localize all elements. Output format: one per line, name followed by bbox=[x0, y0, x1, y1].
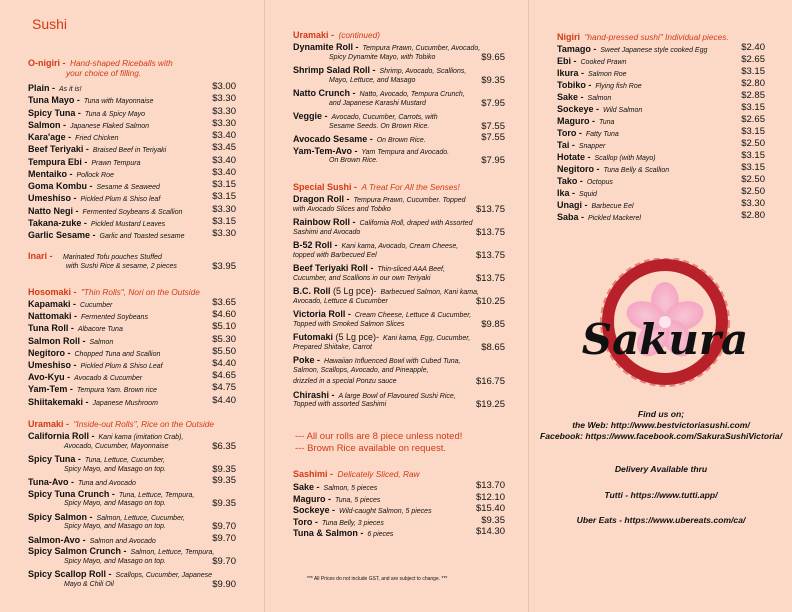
price-footnote: *** All Prices do not include GST, and are subject to change. *** bbox=[307, 576, 448, 582]
note-brown-rice: --- Brown Rice available on request. bbox=[295, 443, 447, 454]
item-name: Rainbow Roll - bbox=[293, 217, 356, 227]
item-name: Spicy Salmon Crunch - bbox=[28, 546, 127, 556]
item-desc: Hawaiian Influenced Bowl with Cubed Tuna, bbox=[324, 358, 461, 365]
item-desc: Spicy Mayo, and Masago on top. bbox=[64, 465, 166, 473]
item-desc: Salmon, Lettuce, Tempura, bbox=[130, 549, 215, 556]
item-desc: Sashimi and Avocado bbox=[293, 228, 361, 236]
item-price: $7.55 bbox=[481, 120, 505, 132]
item-desc: Cucumber bbox=[80, 302, 113, 309]
item-name: Victoria Roll - bbox=[293, 309, 351, 319]
sashimi-header: Sashimi - Delicately Sliced, Raw bbox=[293, 469, 420, 479]
item-desc: Japanese Flaked Salmon bbox=[70, 122, 150, 130]
item-name: Sake - bbox=[293, 482, 320, 492]
item-name: Veggie - bbox=[293, 111, 328, 121]
item-price: $13.75 bbox=[475, 226, 505, 238]
menu-item bbox=[28, 371, 142, 384]
item-desc: Flying fish Roe bbox=[595, 83, 642, 90]
item-name: Avo-Kyu - bbox=[28, 372, 71, 383]
item-desc: Spicy Mayo, and Masago on top. bbox=[64, 523, 166, 530]
item-desc: Tuna Belly, 3 pieces bbox=[321, 519, 384, 527]
item-name: Negitoro - bbox=[28, 347, 71, 358]
item-price: $2.50 bbox=[741, 186, 765, 197]
item-desc: topped with Barbecued Eel bbox=[293, 251, 377, 259]
item-name: Unagi - bbox=[557, 200, 588, 210]
inari-header: Inari - Marinated Tofu pouches Stuffed bbox=[28, 251, 162, 261]
item-name: Tempura Ebi - bbox=[28, 156, 88, 167]
item-desc: Tuna, 5 pieces bbox=[335, 496, 381, 504]
item-desc: Tuna & Spicy Mayo bbox=[84, 110, 146, 118]
item-price: $9.85 bbox=[481, 318, 505, 330]
item-name: Spicy Tuna - bbox=[28, 107, 81, 118]
item-price: $13.75 bbox=[475, 272, 505, 284]
item-price: $3.40 bbox=[212, 166, 236, 178]
item-desc: Barbecue Eel bbox=[591, 203, 634, 210]
item-name: Goma Kombu - bbox=[28, 181, 93, 191]
item-desc: Wild Salmon bbox=[603, 107, 643, 114]
ubereats-link[interactable]: Uber Eats - https://www.ubereats.com/ca/ bbox=[576, 515, 746, 525]
item-desc: Kani kama, Avocado, Cream Cheese, bbox=[341, 243, 459, 250]
item-price: $13.70 bbox=[475, 480, 505, 491]
item-name: Tuna-Avo - bbox=[28, 477, 74, 487]
item-desc: Fatty Tuna bbox=[585, 131, 619, 138]
item-desc: Kani kama (imitation Crab), bbox=[98, 434, 184, 441]
delivery-label: Delivery Available thru bbox=[614, 464, 708, 474]
item-desc: Sweet Japanese style cooked Egg bbox=[600, 47, 708, 54]
item-name: Yam-Tem - bbox=[28, 384, 73, 395]
item-desc: Chopped Tuna and Scallion bbox=[74, 350, 161, 358]
menu-item bbox=[28, 335, 113, 348]
menu-item bbox=[557, 211, 641, 224]
item-price: $4.40 bbox=[212, 358, 236, 369]
menu-item bbox=[28, 347, 160, 360]
item-desc: Salmon bbox=[89, 338, 114, 346]
item-desc: Scallops, Cucumber, Japanese bbox=[115, 572, 213, 579]
item-desc: Tuna with Mayonnaise bbox=[83, 98, 154, 106]
note-rolls: --- All our rolls are 8 piece unless noted! bbox=[295, 431, 463, 442]
item-price: $5.10 bbox=[212, 321, 236, 333]
item-desc: Pickled Mackerel bbox=[588, 215, 641, 222]
item-name: Plain - bbox=[28, 83, 56, 93]
item-desc: Fried Chicken bbox=[75, 135, 119, 142]
item-desc: Topped with assorted Sashimi bbox=[293, 401, 387, 408]
item-price: $9.35 bbox=[212, 498, 236, 509]
menu-item bbox=[293, 527, 393, 540]
menu-item bbox=[28, 192, 160, 205]
item-desc: Cooked Prawn bbox=[580, 59, 627, 66]
item-price: $3.30 bbox=[212, 117, 236, 129]
menu-item bbox=[28, 168, 114, 181]
item-name: Tamago - bbox=[557, 44, 597, 54]
item-price: $16.75 bbox=[475, 376, 505, 387]
item-desc: Tuna, Lettuce, Cucumber, bbox=[84, 457, 165, 464]
menu-item bbox=[28, 298, 112, 311]
item-desc: Sesame & Seaweed bbox=[96, 184, 160, 191]
item-name: Tobiko - bbox=[557, 80, 592, 90]
menu-item bbox=[28, 568, 212, 581]
item-price: $3.30 bbox=[212, 105, 236, 117]
item-name: Mentaiko - bbox=[28, 168, 73, 179]
item-price: $3.30 bbox=[212, 93, 236, 105]
item-price: $4.40 bbox=[212, 394, 236, 406]
item-price: $2.50 bbox=[741, 138, 765, 149]
item-name: Spicy Tuna Crunch - bbox=[28, 488, 115, 499]
item-name: Nattomaki - bbox=[28, 311, 78, 322]
item-price: $2.40 bbox=[741, 42, 765, 53]
item-name: Spicy Tuna - bbox=[28, 454, 81, 464]
item-desc: Spicy Mayo, and Masago on top. bbox=[64, 500, 166, 507]
item-desc: Fermented Soybeans bbox=[81, 314, 148, 322]
item-desc: Japanese Mushroom bbox=[92, 399, 158, 407]
item-price: $5.30 bbox=[212, 333, 236, 345]
item-name: Tako - bbox=[557, 176, 583, 186]
item-desc: Barbecued Salmon, Kani kama, bbox=[380, 289, 479, 296]
item-desc: Squid bbox=[579, 191, 597, 198]
item-price: $9.35 bbox=[212, 475, 236, 486]
item-name: Avocado Sesame - bbox=[293, 134, 373, 144]
menu-item bbox=[28, 229, 185, 242]
item-price: $2.65 bbox=[741, 54, 765, 65]
item-desc: Sesame Seeds. On Brown Rice. bbox=[329, 122, 430, 130]
item-desc: with Avocado Slices and Tobiko bbox=[293, 205, 391, 213]
menu-item bbox=[28, 156, 141, 169]
item-name: Maguro - bbox=[293, 493, 331, 504]
menu-item bbox=[28, 396, 158, 409]
item-price: $9.70 bbox=[212, 521, 236, 532]
logo-wordmark: Sakura bbox=[581, 315, 749, 364]
menu-item bbox=[28, 107, 145, 120]
item-desc: Yam Tempura and Avocado. bbox=[361, 148, 450, 156]
item-name: Spicy Salmon - bbox=[28, 511, 93, 522]
item-price: $3.30 bbox=[212, 203, 236, 215]
item-name: Toro - bbox=[293, 516, 318, 527]
item-desc: Tuna, Lettuce, Tempura, bbox=[118, 491, 195, 499]
item-name: Spicy Scallop Roll - bbox=[28, 569, 112, 579]
item-name: Ebi - bbox=[557, 56, 577, 66]
menu-column-right bbox=[540, 0, 782, 612]
item-desc: Garlic and Toasted sesame bbox=[99, 233, 185, 240]
item-desc: Shrimp, Avocado, Scallions, bbox=[379, 68, 467, 75]
item-name: Negitoro - bbox=[557, 164, 600, 174]
item-price: $9.35 bbox=[212, 463, 236, 475]
menu-item bbox=[28, 94, 153, 107]
item-price: $2.65 bbox=[741, 114, 765, 125]
item-price: $3.15 bbox=[212, 215, 236, 227]
item-desc: Kani kama, Egg, Cucumber, bbox=[383, 335, 471, 342]
item-price: $3.00 bbox=[212, 81, 236, 92]
item-name: Salmon-Avo - bbox=[28, 534, 86, 545]
menu-item bbox=[28, 310, 148, 323]
item-price: $5.50 bbox=[212, 345, 236, 357]
item-desc: Avocado, Lettuce & Cucumber bbox=[293, 297, 388, 305]
menu-item bbox=[28, 143, 166, 156]
item-desc: Tuna Belly & Scallion bbox=[603, 167, 670, 174]
item-desc: Fermented Soybeans & Scallion bbox=[82, 208, 183, 216]
item-desc: Mayo & Chili Oil bbox=[64, 580, 114, 588]
item-desc: Prawn Tempura bbox=[91, 159, 141, 167]
item-price: $4.60 bbox=[212, 309, 236, 321]
onigiri-header: O-nigiri - Hand-shaped Riceballs with bbox=[28, 58, 173, 68]
item-name: Umeshiso - bbox=[28, 360, 77, 370]
item-price: $7.95 bbox=[481, 155, 505, 166]
item-desc: Tempura Prawn, Cucumber. Topped bbox=[353, 197, 466, 204]
item-desc: Avocado & Cucumber bbox=[74, 375, 143, 383]
item-desc: Spicy Dynamite Mayo, with Tobiko bbox=[329, 53, 436, 61]
item-name: Kara'age - bbox=[28, 132, 72, 142]
item-price: $10.25 bbox=[475, 295, 505, 307]
column-divider bbox=[264, 0, 265, 612]
sakura-logo bbox=[561, 258, 767, 398]
item-name: Poke - bbox=[293, 355, 321, 365]
item-desc: Mayo, Lettuce, and Masago bbox=[329, 76, 416, 84]
item-desc: California Roll, draped with Assorted bbox=[359, 220, 473, 227]
onigiri-tagline: your choice of filling. bbox=[66, 68, 142, 78]
item-name: Dragon Roll - bbox=[293, 194, 350, 204]
item-price: $3.30 bbox=[212, 228, 236, 239]
tutti-link[interactable]: Tutti - https://www.tutti.app/ bbox=[604, 490, 718, 500]
menu-item bbox=[28, 180, 160, 193]
item-desc: Salmon, Scallops, Avocado, and Pineapple, bbox=[293, 366, 429, 374]
item-desc: Wild-caught Salmon, 5 pieces bbox=[339, 508, 432, 516]
item-price: $4.65 bbox=[212, 370, 236, 382]
menu-item bbox=[28, 322, 123, 335]
uramaki-continued-header: Uramaki - (continued) bbox=[293, 30, 380, 40]
item-desc: Avocado, Cucumber, Mayonnaise bbox=[64, 442, 169, 450]
special-header: Special Sushi - A Treat For All the Senses! bbox=[293, 182, 460, 192]
find-us-label: Find us on; bbox=[637, 409, 685, 419]
item-desc: Snapper bbox=[578, 143, 606, 150]
item-name: Natto Crunch - bbox=[293, 88, 356, 98]
item-name: Sockeye - bbox=[557, 104, 600, 114]
inari-desc: with Sushi Rice & sesame, 2 pieces bbox=[66, 263, 177, 270]
item-price: $8.65 bbox=[481, 341, 505, 353]
item-name: Natto Negi - bbox=[28, 205, 79, 216]
item-name: Tuna & Salmon - bbox=[293, 528, 364, 539]
menu-item bbox=[28, 205, 183, 218]
item-name: Salmon Roll - bbox=[28, 335, 86, 346]
item-desc: Tuna bbox=[599, 119, 615, 126]
section-title: Sushi bbox=[32, 16, 68, 32]
item-desc: Thin-sliced AAA Beef, bbox=[377, 266, 445, 273]
item-name: Yam-Tem-Avo - bbox=[293, 145, 358, 156]
item-desc: Pickled Plum & Shiso Leaf bbox=[80, 363, 163, 370]
item-price: $12.10 bbox=[475, 491, 505, 503]
item-price: $9.65 bbox=[481, 51, 505, 63]
item-desc: On Brown Rice. bbox=[329, 157, 379, 164]
website-link[interactable]: the Web: http://www.bestvictoriasushi.com/ bbox=[572, 420, 750, 430]
item-desc: Braised Beef in Teriyaki bbox=[92, 147, 167, 155]
uramaki-header: Uramaki - "Inside-out Rolls", Rice on the Outside bbox=[28, 419, 215, 429]
item-price: $3.15 bbox=[741, 66, 765, 77]
item-name: California Roll - bbox=[28, 431, 95, 441]
item-name: Shiitakemaki - bbox=[28, 396, 89, 407]
item-desc: Natto, Avocado, Tempura Crunch, bbox=[359, 91, 465, 98]
item-name: B.C. Roll bbox=[293, 286, 331, 296]
inari-price: $3.95 bbox=[212, 261, 236, 272]
item-price: $9.35 bbox=[481, 74, 505, 86]
item-price: $4.75 bbox=[212, 382, 236, 394]
item-price: $3.15 bbox=[212, 191, 236, 203]
item-desc: Tempura Prawn, Cucumber, Avocado, bbox=[362, 45, 481, 52]
item-price: $2.85 bbox=[741, 90, 765, 101]
item-price: $9.70 bbox=[212, 555, 236, 567]
item-price: $2.80 bbox=[741, 210, 765, 221]
item-desc: Salmon, Lettuce, Cucumber, bbox=[96, 514, 185, 522]
item-desc: Salmon bbox=[587, 95, 612, 102]
nigiri-header: Nigiri "hand-pressed sushi" Individual pieces. bbox=[557, 32, 729, 42]
item-price: $7.55 bbox=[481, 132, 505, 143]
item-desc: Cream Cheese, Lettuce & Cucumber, bbox=[354, 312, 472, 319]
item-price: $15.40 bbox=[475, 503, 505, 515]
item-desc: Pickled Plum & Shiso leaf bbox=[80, 196, 161, 204]
item-price: $9.35 bbox=[481, 514, 505, 526]
item-name: Maguro - bbox=[557, 116, 595, 126]
item-name: Beef Teriyaki Roll - bbox=[293, 263, 374, 273]
item-name: Takana-zuke - bbox=[28, 217, 87, 228]
item-desc: 6 pieces bbox=[367, 531, 394, 539]
item-name: Ikura - bbox=[557, 68, 585, 78]
item-size: (5 Lg pce)- bbox=[330, 286, 377, 296]
item-name: Umeshiso - bbox=[28, 193, 77, 204]
item-desc: Scallop (with Mayo) bbox=[594, 155, 656, 162]
item-price: $14.30 bbox=[475, 526, 505, 538]
item-desc: Octopus bbox=[586, 179, 613, 186]
item-name: Dynamite Roll - bbox=[293, 42, 359, 52]
menu-column-left bbox=[28, 0, 236, 612]
item-price: $6.35 bbox=[212, 440, 236, 452]
item-name: Sake - bbox=[557, 92, 584, 102]
item-desc: Pickled Mustard Leaves bbox=[90, 220, 166, 228]
item-desc: Topped with Smoked Salmon Slices bbox=[293, 320, 405, 328]
item-price: $3.15 bbox=[741, 126, 765, 137]
item-price: $2.50 bbox=[741, 174, 765, 185]
menu-item bbox=[28, 217, 165, 230]
item-name: Ika - bbox=[557, 188, 576, 198]
item-price: $3.40 bbox=[212, 130, 236, 141]
item-name: Tuna Mayo - bbox=[28, 95, 80, 106]
item-name: Beef Teriyaki - bbox=[28, 144, 89, 155]
menu-column-middle bbox=[293, 0, 505, 612]
item-price: $9.70 bbox=[212, 532, 236, 544]
item-name: Chirashi - bbox=[293, 389, 335, 400]
item-desc: Salmon Roe bbox=[588, 71, 627, 78]
column-divider bbox=[528, 0, 529, 612]
item-name: Hotate - bbox=[557, 152, 591, 162]
item-name: Sockeye - bbox=[293, 505, 336, 516]
item-desc: Salmon, 5 pieces bbox=[323, 485, 378, 492]
item-price: $3.15 bbox=[741, 102, 765, 113]
menu-item bbox=[28, 383, 157, 396]
menu-item bbox=[28, 82, 82, 95]
item-desc: Tuna and Avocado bbox=[78, 480, 136, 487]
item-desc: On Brown Rice. bbox=[376, 137, 426, 144]
item-desc: Pollock Roe bbox=[76, 171, 114, 179]
item-name: Salmon - bbox=[28, 119, 67, 130]
item-name: Futomaki bbox=[293, 332, 334, 342]
item-price: $3.40 bbox=[212, 154, 236, 166]
item-price: $19.25 bbox=[475, 399, 505, 410]
menu-item bbox=[28, 119, 149, 132]
hosomaki-header: Hosomaki - "Thin Rolls", Nori on the Outside bbox=[28, 287, 200, 297]
item-desc: and Japanese Karashi Mustard bbox=[329, 99, 426, 107]
item-desc: Cucumber, and Scallions in our own Teriyaki bbox=[293, 274, 431, 282]
item-desc: Salmon and Avocado bbox=[89, 537, 156, 545]
item-name: Kapamaki - bbox=[28, 299, 77, 309]
item-price: $13.75 bbox=[475, 249, 505, 261]
item-price: $7.95 bbox=[481, 97, 505, 109]
item-price: $3.15 bbox=[212, 179, 236, 190]
menu-item bbox=[28, 359, 163, 372]
item-desc: Prepared Shiitake, Carrot bbox=[293, 343, 372, 351]
item-desc: A large Bowl of Flavoured Sushi Rice, bbox=[338, 392, 456, 400]
item-price: $3.30 bbox=[741, 198, 765, 209]
item-desc: As it is! bbox=[59, 86, 82, 93]
item-price: $13.75 bbox=[475, 203, 505, 215]
item-name: Shrimp Salad Roll - bbox=[293, 65, 376, 75]
item-name: B-52 Roll - bbox=[293, 240, 338, 250]
item-price: $3.45 bbox=[212, 142, 236, 154]
facebook-link[interactable]: Facebook: https://www.facebook.com/SakuraSushiVictoria/ bbox=[540, 431, 782, 441]
item-desc: Tempura Yam. Brown rice bbox=[76, 387, 157, 395]
item-price: $3.65 bbox=[212, 297, 236, 308]
item-price: $2.80 bbox=[741, 78, 765, 89]
item-name: Garlic Sesame - bbox=[28, 230, 96, 240]
item-name: Saba - bbox=[557, 212, 585, 222]
item-name: Tai - bbox=[557, 140, 575, 150]
item-price: $3.15 bbox=[741, 162, 765, 173]
item-desc: drizzled in a special Ponzu sauce bbox=[293, 378, 397, 385]
item-desc: Albacore Tuna bbox=[77, 326, 123, 334]
menu-item bbox=[28, 131, 118, 144]
item-price: $9.90 bbox=[212, 578, 236, 590]
item-price: $3.15 bbox=[741, 150, 765, 161]
item-name: Toro - bbox=[557, 128, 582, 138]
item-desc: Avocado, Cucumber, Carrots, with bbox=[331, 114, 438, 121]
item-size: (5 Lg pce)- bbox=[333, 332, 380, 342]
item-name: Tuna Roll - bbox=[28, 323, 74, 334]
item-desc: Spicy Mayo, and Masago on top. bbox=[64, 557, 166, 565]
